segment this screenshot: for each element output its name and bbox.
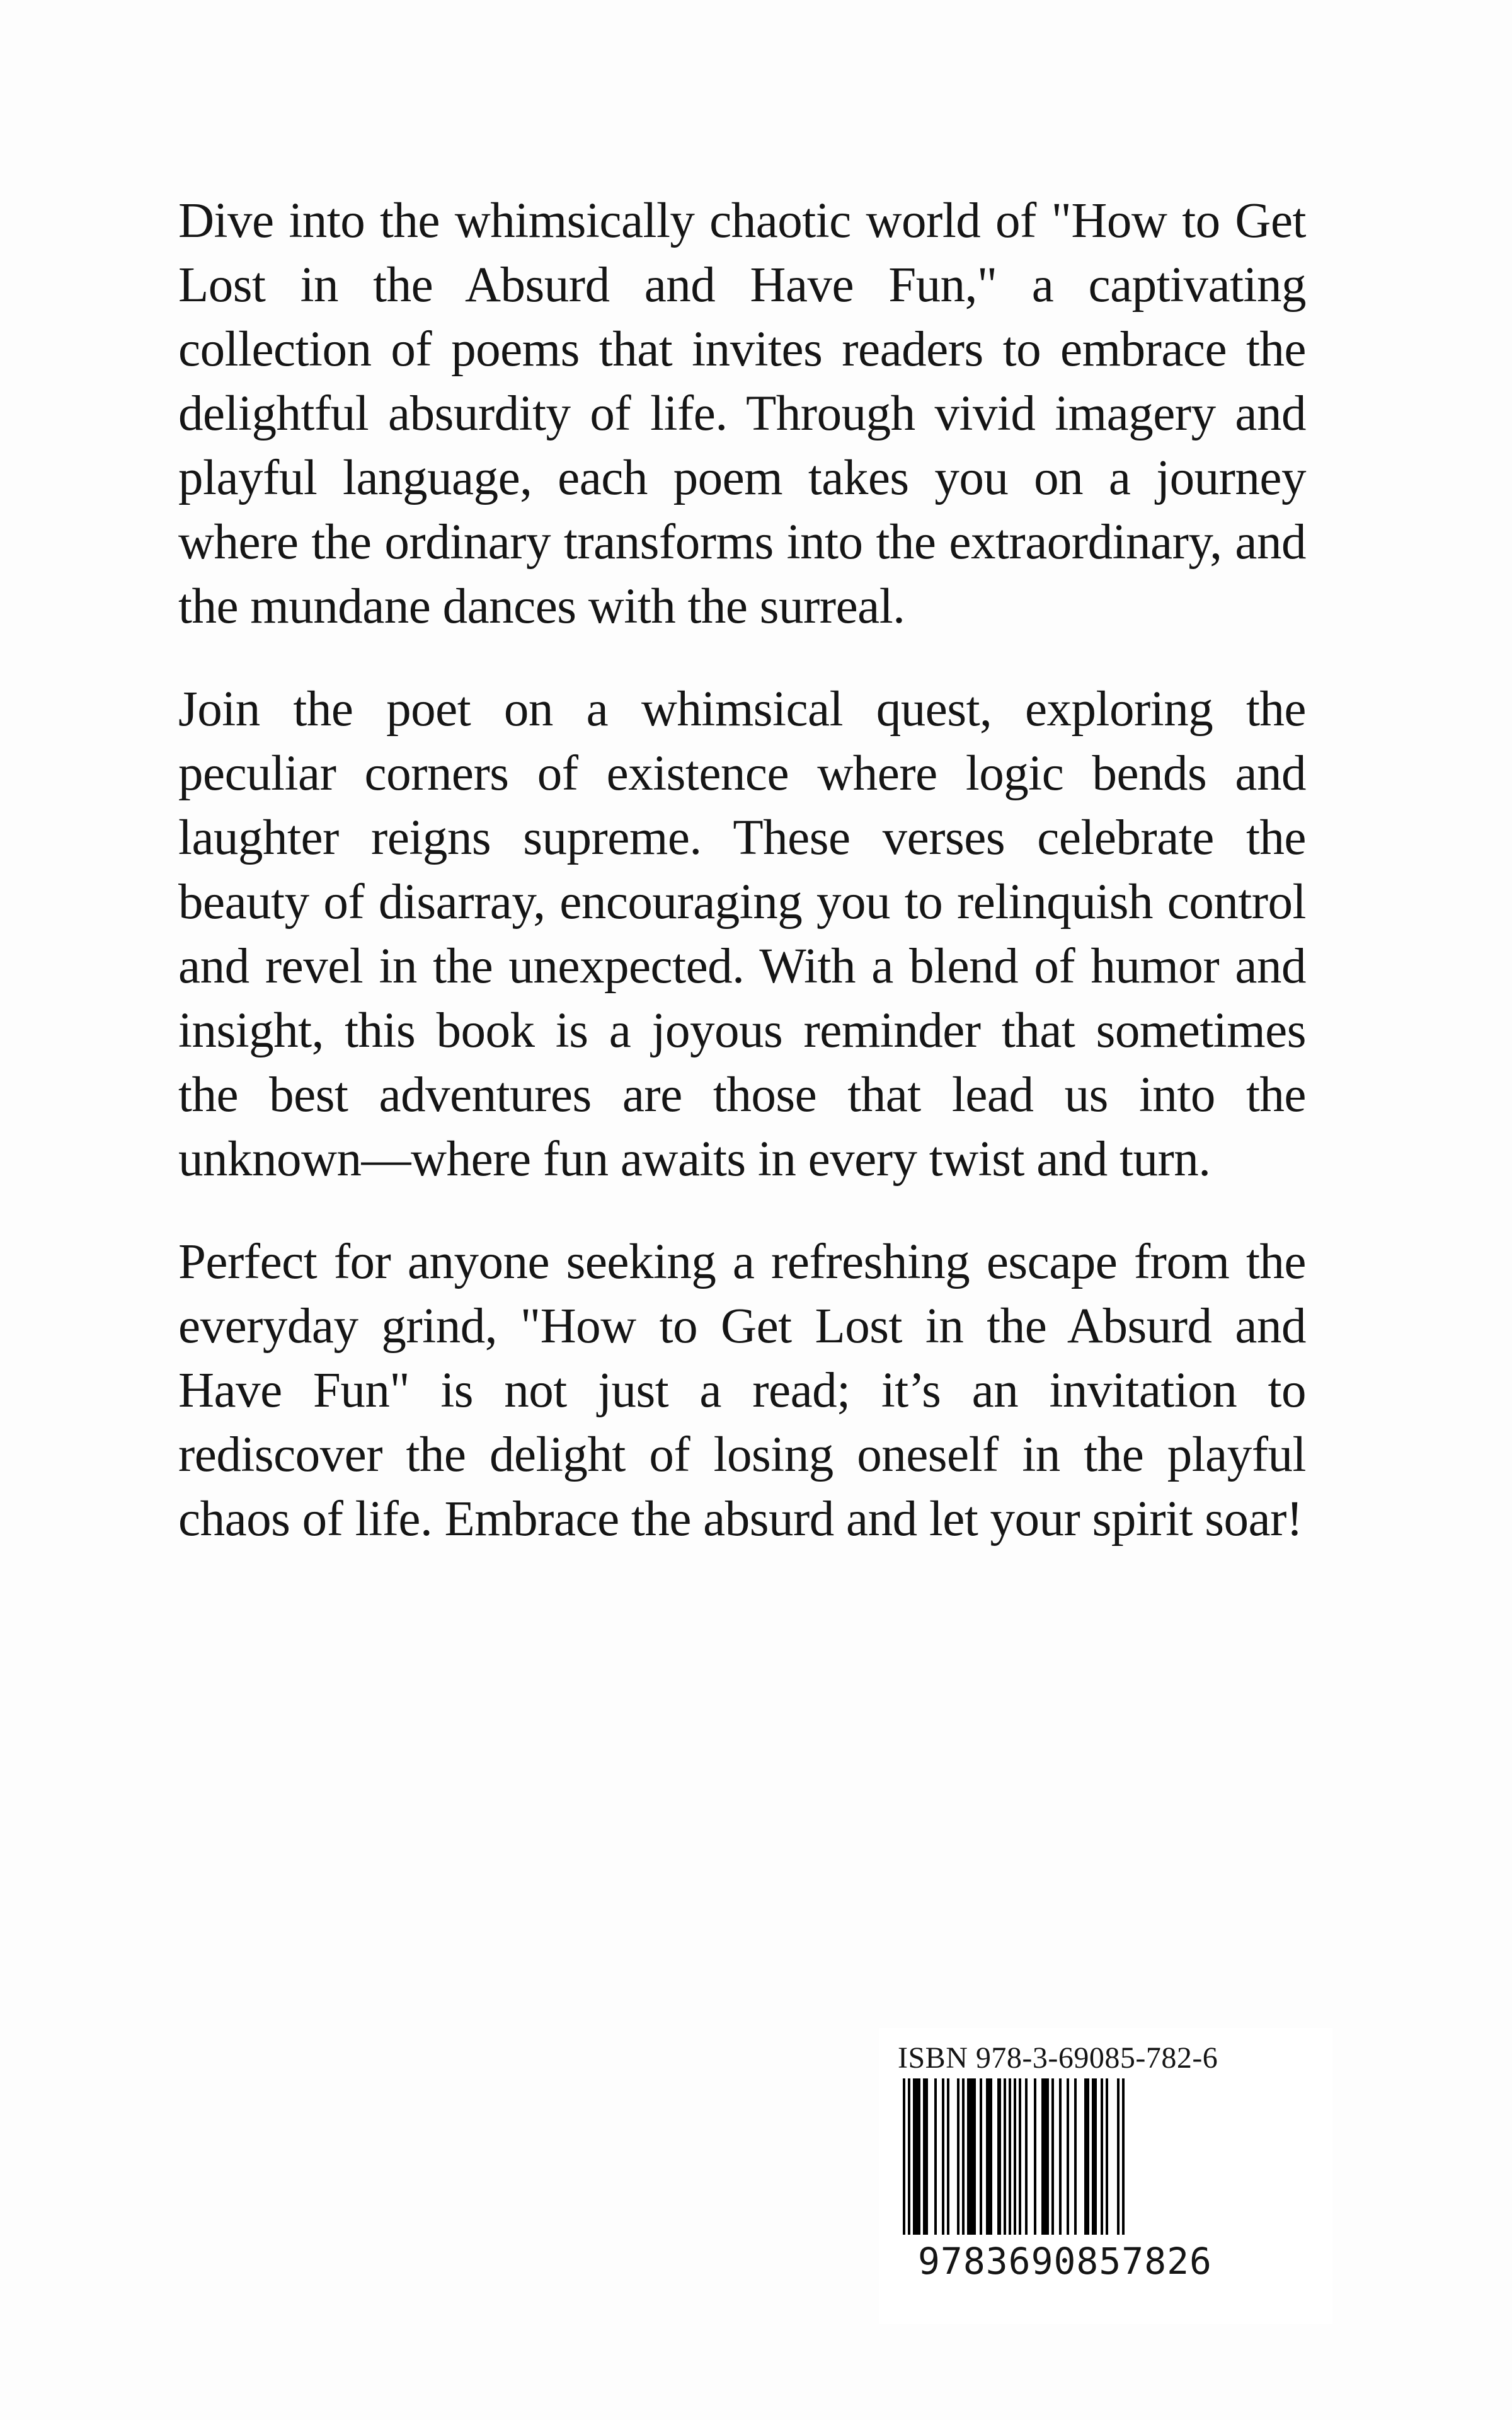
barcode-icon [902,2078,1126,2235]
blurb-paragraph-3: Perfect for anyone seeking a refreshing escape from the everyday grind, "How to Get Lost in the Absurd and Have Fun" is not just a read; it’s an invitation to rediscover the delight of losing oneself in the playful chaos of life. Embrace the absurd and let your spirit soar! [178,1235,1306,1547]
blurb-paragraph-2: Join the poet on a whimsical quest, exploring the peculiar corners of existence where logic bends and laughter reigns supreme. These verses celebrate the beauty of disarray, encouraging you to relinquish control and revel in the unexpected. With a blend of humor and insight, this book is a joyous reminder that sometimes the best adventures are those that lead us into the unknown—where fun awaits in every twist and turn. [178,682,1306,1187]
ean-digits: 9783690857826 [918,2240,1212,2283]
back-cover-blurb [178,189,1306,1590]
isbn-barcode-block [879,2028,1332,2324]
isbn-label: ISBN 978-3-69085-782-6 [898,2041,1218,2075]
blurb-paragraph-1: Dive into the whimsically chaotic world of "How to Get Lost in the Absurd and Have Fun," a captivating collection of poems that invites readers to embrace the delightful absurdity of life. Through vivid imagery and playful language, each poem takes you on a journey where the ordinary transforms into the extraordinary, and the mundane dances with the surreal. [178,193,1306,634]
